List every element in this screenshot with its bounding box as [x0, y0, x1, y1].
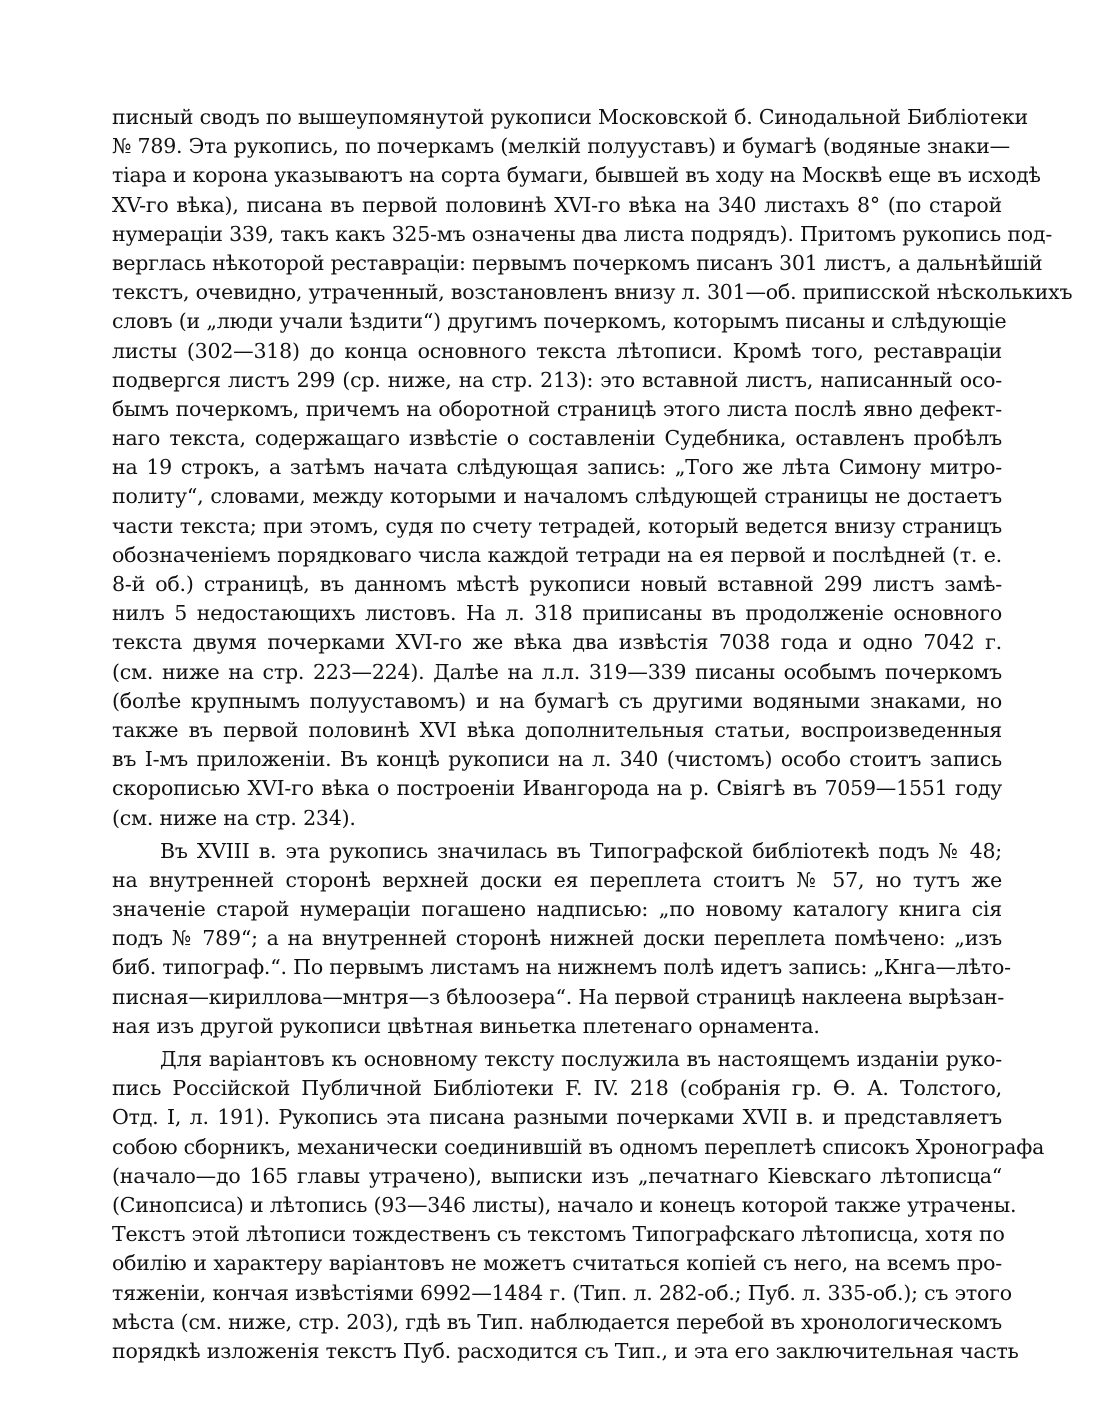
text-line: текстъ, очевидно, утраченный, возстановленъ внизу л. 301—об. приписской нѣсколькихъ [112, 280, 1073, 305]
text-line: верглась нѣкоторой реставраціи: первымъ почеркомъ писанъ 301 листъ, а дальнѣйшій [112, 250, 1043, 275]
text-line: пись Россійской Публичной Библіотеки F. IV. 218 (собранія гр. Ѳ. А. Толстого, [112, 1076, 1002, 1101]
text-line: въ I-мъ приложеніи. Въ концѣ рукописи на л. 340 (чистомъ) особо стоитъ запись [112, 747, 1002, 772]
text-line: политу“, словами, между которыми и началомъ слѣдующей страницы не достаетъ [112, 484, 1002, 509]
text-line: листы (302—318) до конца основного текста лѣтописи. Кромѣ того, реставраціи [112, 338, 1002, 363]
text-line: на внутренней сторонѣ верхней доски ея переплета стоитъ № 57, но тутъ же [112, 867, 1002, 892]
text-line: нилъ 5 недостающихъ листовъ. На л. 318 приписаны въ продолженіе основного [112, 601, 1002, 626]
text-line: писная—кириллова—мнтря—з бѣлоозера“. На первой страницѣ наклеена вырѣзан- [112, 984, 1005, 1009]
text-line: 8-й об.) страницѣ, въ данномъ мѣстѣ рукописи новый вставной 299 листъ замѣ- [112, 572, 1002, 596]
text-line: биб. типограф.“. По первымъ листамъ на нижнемъ полѣ идетъ запись: „Кнга—лѣто- [112, 955, 1011, 980]
text-line: (см. ниже на стр. 234). [112, 805, 356, 830]
text-line: (болѣе крупнымъ полууставомъ) и на бумагѣ съ другими водяными знаками, но [112, 688, 1002, 713]
text-line: бымъ почеркомъ, причемъ на оборотной страницѣ этого листа послѣ явно дефект- [112, 396, 1002, 421]
text-line: тяженіи, кончая извѣстіями 6992—1484 г. (Тип. л. 282-об.; Пуб. л. 335-об.); съ этого [112, 1280, 1012, 1305]
text-line: скорописью XVI-го вѣка о построеніи Ивангорода на р. Свіягѣ въ 7059—1551 году [112, 776, 1002, 801]
text-line: подвергся листъ 299 (ср. ниже, на стр. 213): это вставной листъ, написанный осо- [112, 367, 1002, 392]
text-line: (начало—до 165 главы утрачено), выписки изъ „печатнаго Кіевскаго лѣтописца“ [112, 1163, 1002, 1188]
text-line: Текстъ этой лѣтописи тождественъ съ текстомъ Типографскаго лѣтописца, хотя по [112, 1222, 1005, 1247]
text-line: подъ № 789“; а на внутренней сторонѣ нижней доски переплета помѣчено: „изъ [112, 926, 1002, 951]
paragraph-variants-manuscript [112, 1045, 1045, 1366]
text-line: писный сводъ по вышеупомянутой рукописи Московской б. Синодальной Библіотеки [112, 105, 1028, 129]
text-line: части текста; при этомъ, судя по счету тетрадей, который ведется внизу страницъ [112, 513, 1002, 538]
document-page [112, 103, 1073, 1366]
text-line: порядкѣ изложенія текстъ Пуб. расходится съ Тип., и эта его заключительная часть [112, 1338, 1019, 1363]
text-line: на 19 строкъ, а затѣмъ начата слѣдующая запись: „Того же лѣта Симону митро- [112, 455, 1002, 480]
text-line: собою сборникъ, механически соединившій въ одномъ переплетѣ списокъ Хронографа [112, 1134, 1045, 1159]
text-line: тіара и корона указываютъ на сорта бумаги, бывшей въ ходу на Москвѣ еще въ исходѣ [112, 163, 1041, 188]
text-line: Въ XVIII в. эта рукопись значилась въ Типографской библіотекѣ подъ № 48; [160, 838, 1002, 863]
text-line: наго текста, содержащаго извѣстіе о составленіи Судебника, оставленъ пробѣлъ [112, 426, 1002, 451]
text-line: № 789. Эта рукопись, по почеркамъ (мелкій полууставъ) и бумагѣ (водяные знаки— [112, 134, 1010, 159]
paragraph-manuscript-description [112, 103, 1073, 833]
text-line: обилію и характеру варіантовъ не можетъ считаться копіей съ него, на всемъ про- [112, 1251, 1002, 1276]
text-line: Отд. I, л. 191). Рукопись эта писана разными почерками XVII в. и представляетъ [112, 1105, 1002, 1130]
text-line: словъ (и „люди учали ѣздити“) другимъ почеркомъ, которымъ писаны и слѣдующіе [112, 309, 1007, 334]
text-line: XV-го вѣка), писана въ первой половинѣ XVI-го вѣка на 340 листахъ 8° (по старой [112, 192, 1002, 217]
text-line: нумераціи 339, такъ какъ 325-мъ означены два листа подрядъ). Притомъ рукопись под- [112, 221, 1053, 246]
paragraph-typographic-library [112, 837, 1011, 1041]
text-line: ная изъ другой рукописи цвѣтная виньетка плетенаго орнамента. [112, 1013, 820, 1038]
text-line: мѣста (см. ниже, стр. 203), гдѣ въ Тип. наблюдается перебой въ хронологическомъ [112, 1309, 1002, 1334]
text-line: значеніе старой нумераціи погашено надписью: „по новому каталогу книга сія [112, 897, 1002, 922]
text-line: обозначеніемъ порядковаго числа каждой тетради на ея первой и послѣдней (т. е. [112, 542, 1002, 567]
text-line: (см. ниже на стр. 223—224). Далѣе на л.л. 319—339 писаны особымъ почеркомъ [112, 659, 1002, 684]
text-line: текста двумя почерками XVI-го же вѣка два извѣстія 7038 года и одно 7042 г. [112, 630, 1002, 655]
text-line: (Синопсиса) и лѣтопись (93—346 листы), начало и конецъ которой также утрачены. [112, 1192, 1017, 1217]
text-line: Для варіантовъ къ основному тексту послужила въ настоящемъ изданіи руко- [160, 1047, 1002, 1071]
text-line: также въ первой половинѣ XVI вѣка дополнительныя статьи, воспроизведенныя [112, 717, 1002, 742]
